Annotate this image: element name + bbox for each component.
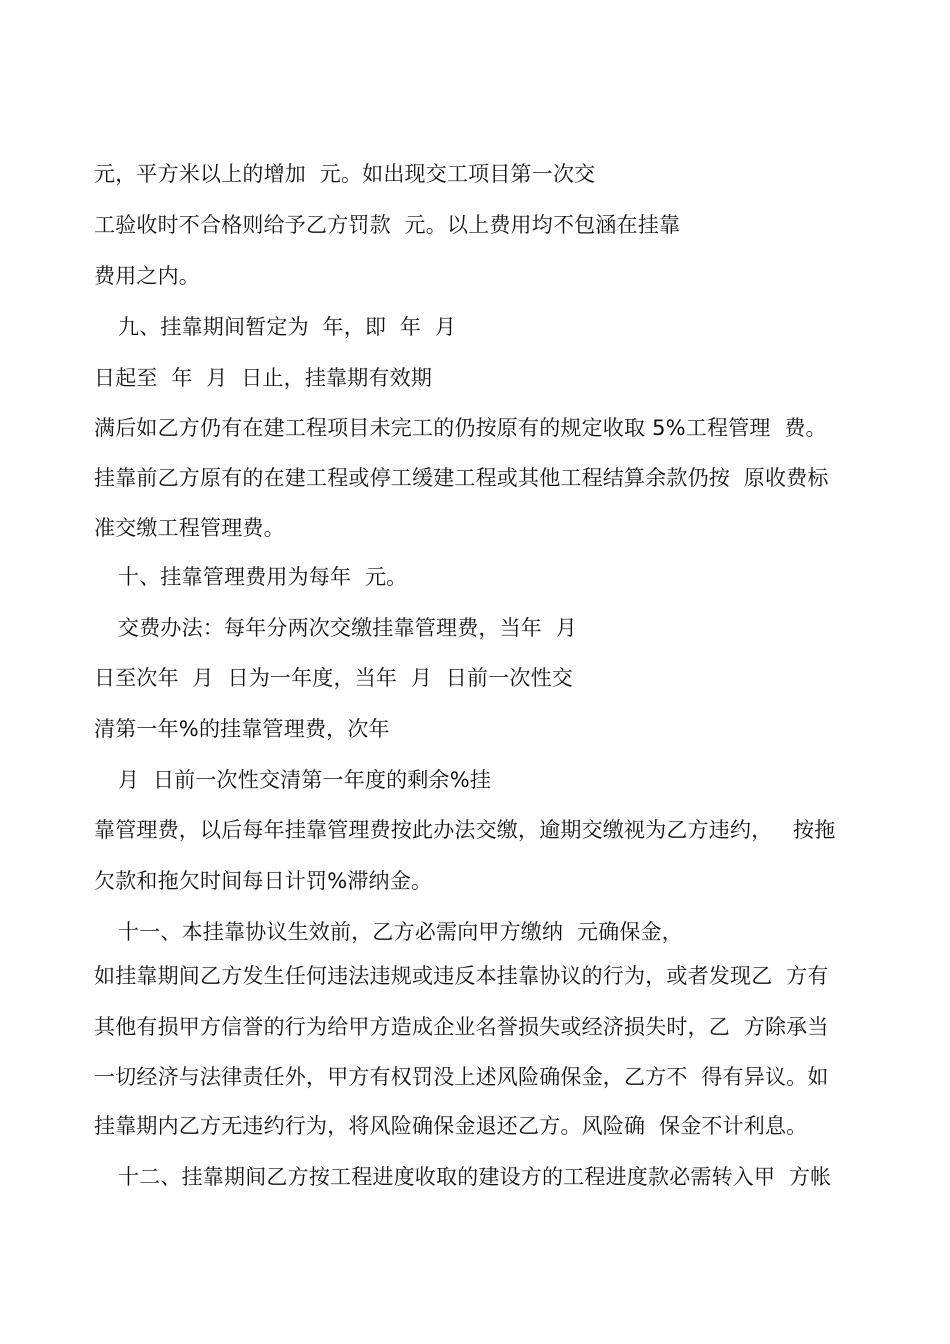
text-line-17: 如挂靠期间乙方发生任何违法违规或违反本挂靠协议的行为，或者发现乙 方有 (94, 964, 829, 988)
text-line-15: 欠款和拖欠时间每日计罚%滞纳金。 (94, 869, 433, 893)
text-line-12: 清第一年%的挂靠管理费，次年 (94, 717, 390, 741)
text-line-6: 满后如乙方仍有在建工程项目未完工的仍按原有的规定收取 5%工程管理 费。 (94, 416, 827, 440)
payment-method-line: 交费办法：每年分两次交缴挂靠管理费，当年 月 (118, 616, 577, 640)
text-line-14: 靠管理费，以后每年挂靠管理费按此办法交缴，逾期交缴视为乙方违约， 按拖 (94, 818, 836, 842)
text-line-13: 月 日前一次性交清第一年度的剩余%挂 (118, 768, 492, 792)
text-line-1: 元，平方米以上的增加 元。如出现交工项目第一次交 (94, 162, 596, 186)
text-line-19: 一切经济与法律责任外，甲方有权罚没上述风险确保金，乙方不 得有异议。如 (94, 1065, 829, 1089)
text-line-20: 挂靠期内乙方无违约行为，将风险确保金退还乙方。风险确 保金不计利息。 (94, 1114, 808, 1138)
text-line-2: 工验收时不合格则给予乙方罚款 元。以上费用均不包涵在挂靠 (94, 213, 681, 237)
text-line-11: 日至次年 月 日为一年度，当年 月 日前一次性交 (94, 666, 574, 690)
section-11-heading: 十一、本挂靠协议生效前，乙方必需向甲方缴纳 元确保金， (118, 920, 683, 944)
section-12-heading: 十二、挂靠期间乙方按工程进度收取的建设方的工程进度款必需转入甲 方帐 (118, 1165, 832, 1189)
text-line-5: 日起至 年 月 日止，挂靠期有效期 (94, 366, 433, 390)
text-line-8: 准交缴工程管理费。 (94, 516, 285, 540)
text-line-3: 费用之内。 (94, 264, 200, 288)
section-10-heading: 十、挂靠管理费用为每年 元。 (118, 565, 408, 589)
text-line-18: 其他有损甲方信誉的行为给甲方造成企业名誉损失或经济损失时，乙 方除承当 (94, 1015, 829, 1039)
text-line-7: 挂靠前乙方原有的在建工程或停工缓建工程或其他工程结算余款仍按 原收费标 (94, 466, 829, 490)
section-9-heading: 九、挂靠期间暂定为 年，即 年 月 (118, 315, 457, 339)
